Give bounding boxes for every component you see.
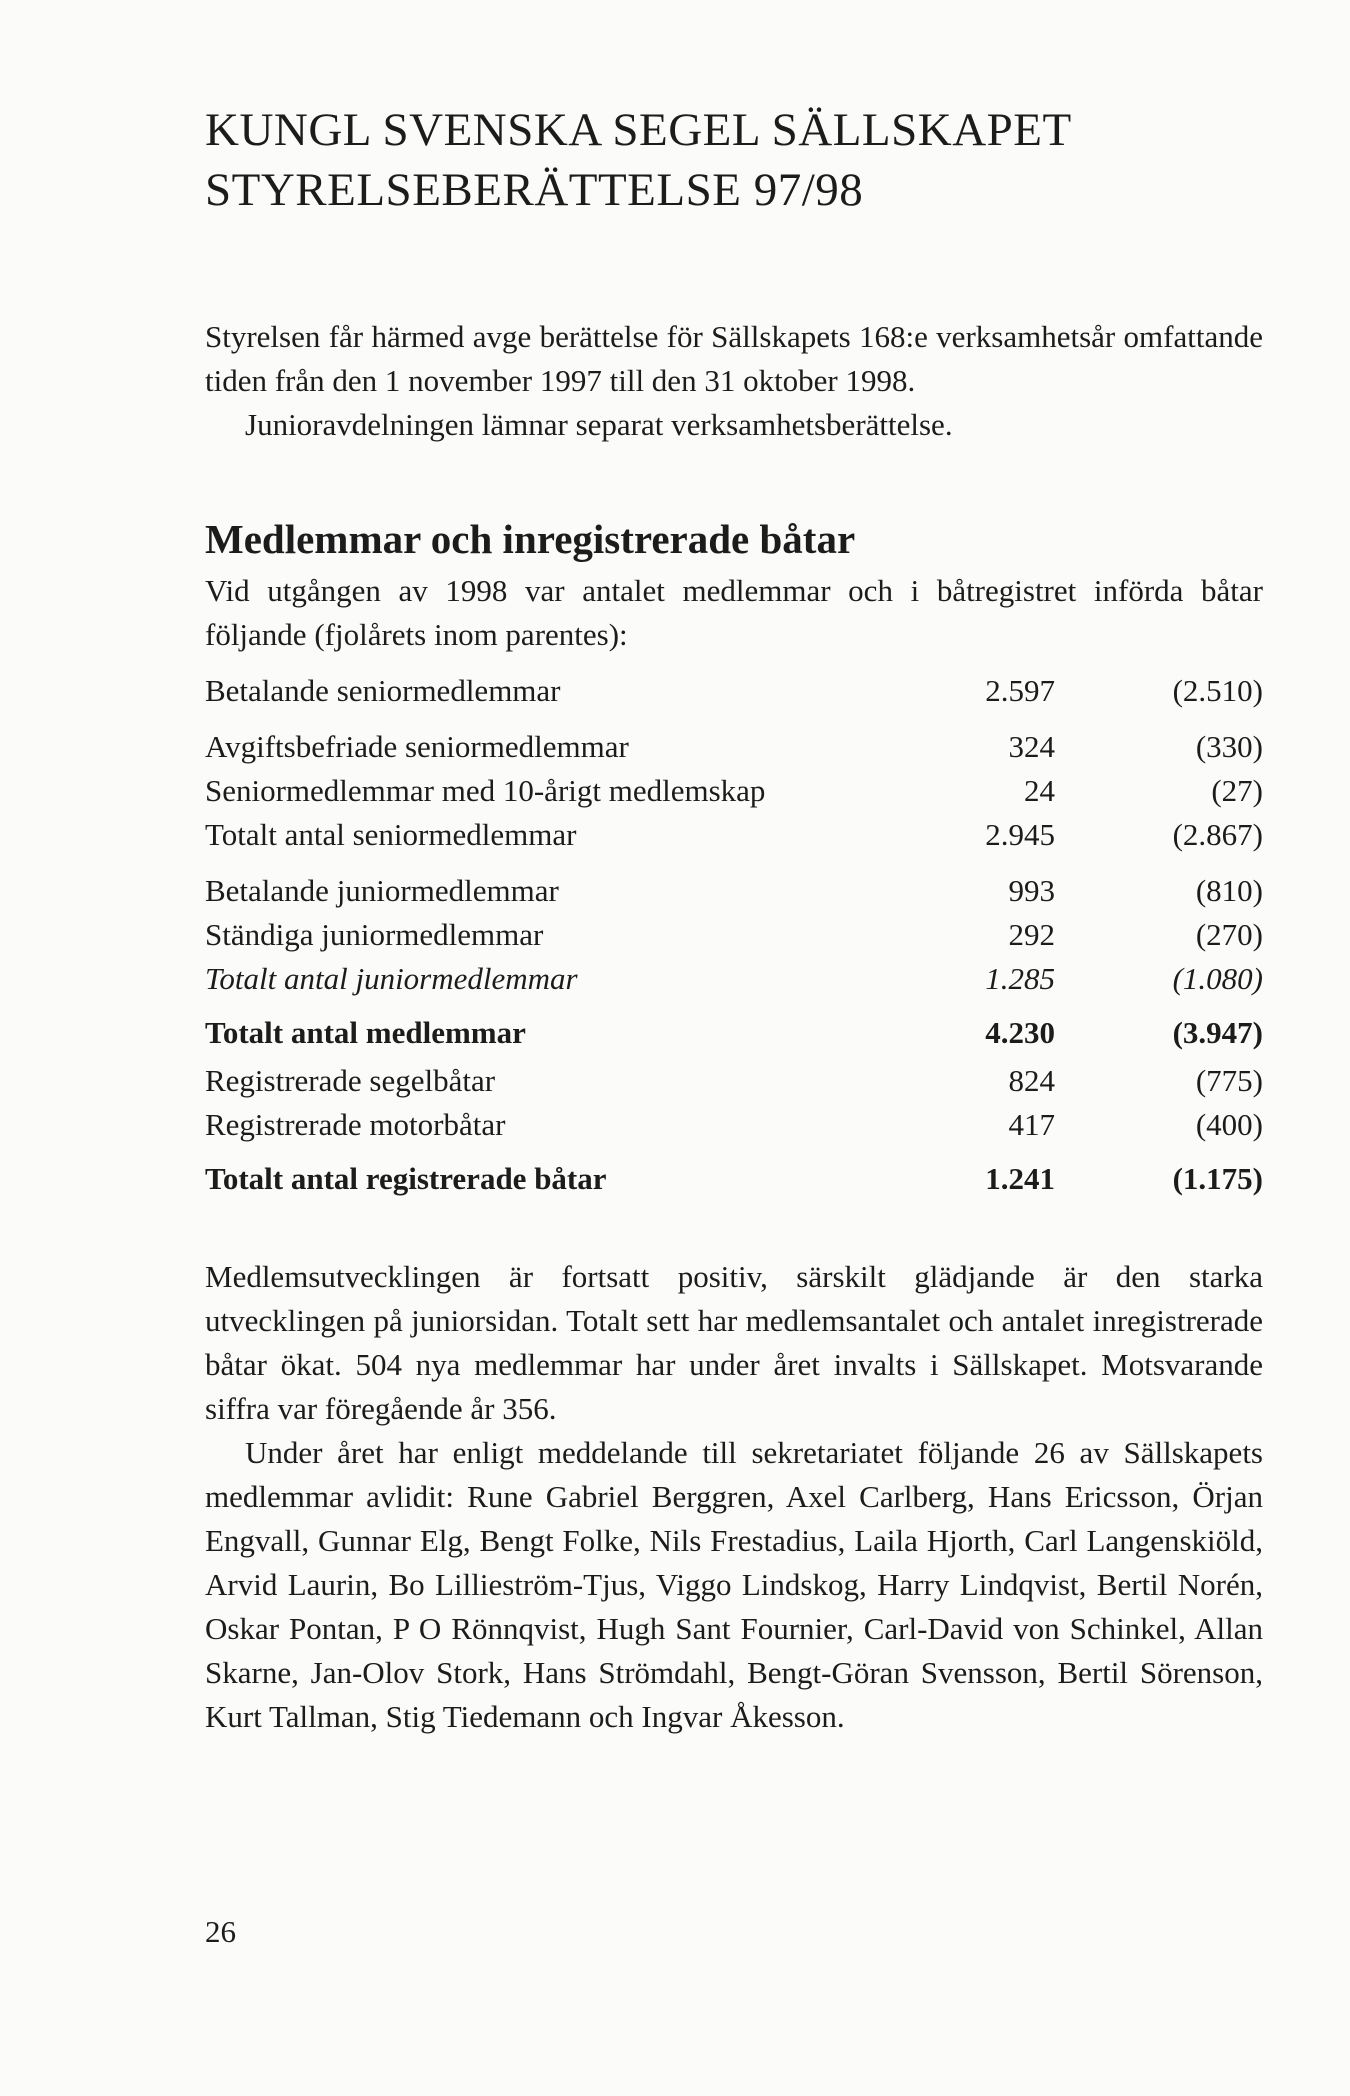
row-value: 24 — [1024, 773, 1055, 808]
row-label: Totalt antal registrerade båtar — [205, 1161, 607, 1196]
row-label: Totalt antal juniormedlemmar — [205, 961, 578, 996]
membership-development-paragraph: Medlemsutvecklingen är fortsatt positiv, särskilt glädjande är den starka utvecklingen på juniorsidan. Totalt sett har medlemsantalet och antalet inregistrerade båtar ökat. 504 nya medlemmar har under året invalts i Sällskapet. Motsvarande siffra var föregående år 356. — [205, 1259, 1263, 1426]
row-previous: (810) — [1195, 873, 1263, 908]
row-previous: (27) — [1211, 773, 1263, 808]
page-number: 26 — [205, 1914, 236, 1949]
row-value: 4.230 — [985, 1015, 1055, 1050]
row-label: Totalt antal seniormedlemmar — [205, 817, 577, 852]
row-label: Seniormedlemmar med 10-årigt medlemskap — [205, 773, 766, 808]
table-row — [205, 1001, 1263, 1059]
document-page — [205, 100, 1263, 1739]
row-label: Betalande juniormedlemmar — [205, 873, 559, 908]
row-previous: (270) — [1195, 917, 1263, 952]
table-row — [205, 913, 1263, 957]
row-previous: (775) — [1195, 1063, 1263, 1098]
obituary-paragraph: Under året har enligt meddelande till sekretariatet följande 26 av Sällskapets medlemmar avlidit: Rune Gabriel Berggren, Axel Carlberg, Hans Ericsson, Örjan Engvall, Gunnar Elg, Bengt Folke, Nils Frestadius, Laila Hjorth, Carl Langenskiöld, Arvid Laurin, Bo Lillieström-Tjus, Viggo Lindskog, Harry Lindqvist, Bertil Norén, Oskar Pontan, P O Rönnqvist, Hugh Sant Fournier, Carl-David von Schinkel, Allan Skarne, Jan-Olov Stork, Hans Strömdahl, Bengt-Göran Svensson, Bertil Sörenson, Kurt Tallman, Stig Tiedemann och Ingvar Åkesson. — [205, 1435, 1263, 1734]
row-label: Ständiga juniormedlemmar — [205, 917, 544, 952]
junior-note: Junioravdelningen lämnar separat verksamhetsberättelse. — [245, 407, 953, 442]
row-previous: (1.175) — [1172, 1161, 1263, 1196]
row-value: 324 — [1008, 729, 1055, 764]
report-title: STYRELSEBERÄTTELSE 97/98 — [205, 164, 864, 216]
membership-table — [205, 669, 1263, 1205]
row-value: 993 — [1008, 873, 1055, 908]
organization-title: KUNGL SVENSKA SEGEL SÄLLSKAPET — [205, 104, 1072, 156]
table-row — [205, 769, 1263, 813]
row-label: Betalande seniormedlemmar — [205, 673, 561, 708]
section-intro: Vid utgången av 1998 var antalet medlemmar och i båtregistret införda båtar följande (fjolårets inom parentes): — [205, 573, 1263, 652]
row-previous: (1.080) — [1172, 961, 1263, 996]
row-value: 1.241 — [985, 1161, 1055, 1196]
body-section — [205, 1255, 1263, 1739]
row-previous: (3.947) — [1172, 1015, 1263, 1050]
table-row — [205, 813, 1263, 857]
row-previous: (400) — [1195, 1107, 1263, 1142]
table-row — [205, 957, 1263, 1001]
row-value: 1.285 — [985, 961, 1055, 996]
table-row — [205, 1103, 1263, 1147]
row-previous: (2.510) — [1172, 673, 1263, 708]
section-heading: Medlemmar och inregistrerade båtar — [205, 516, 856, 562]
intro-section — [205, 315, 1263, 447]
intro-paragraph: Styrelsen får härmed avge berättelse för Sällskapets 168:e verksamhetsår omfattande tiden från den 1 november 1997 till den 31 oktober 1998. — [205, 319, 1263, 398]
row-label: Registrerade motorbåtar — [205, 1107, 506, 1142]
table-row — [205, 1147, 1263, 1205]
row-label: Registrerade segelbåtar — [205, 1063, 496, 1098]
table-row — [205, 669, 1263, 713]
row-label: Avgiftsbefriade seniormedlemmar — [205, 729, 629, 764]
row-value: 417 — [1008, 1107, 1055, 1142]
row-value: 292 — [1008, 917, 1055, 952]
table-row — [205, 713, 1263, 769]
row-value: 824 — [1008, 1063, 1055, 1098]
row-previous: (2.867) — [1172, 817, 1263, 852]
row-value: 2.597 — [985, 673, 1055, 708]
table-row — [205, 1059, 1263, 1103]
row-label: Totalt antal medlemmar — [205, 1015, 526, 1050]
row-previous: (330) — [1195, 729, 1263, 764]
table-row — [205, 857, 1263, 913]
row-value: 2.945 — [985, 817, 1055, 852]
